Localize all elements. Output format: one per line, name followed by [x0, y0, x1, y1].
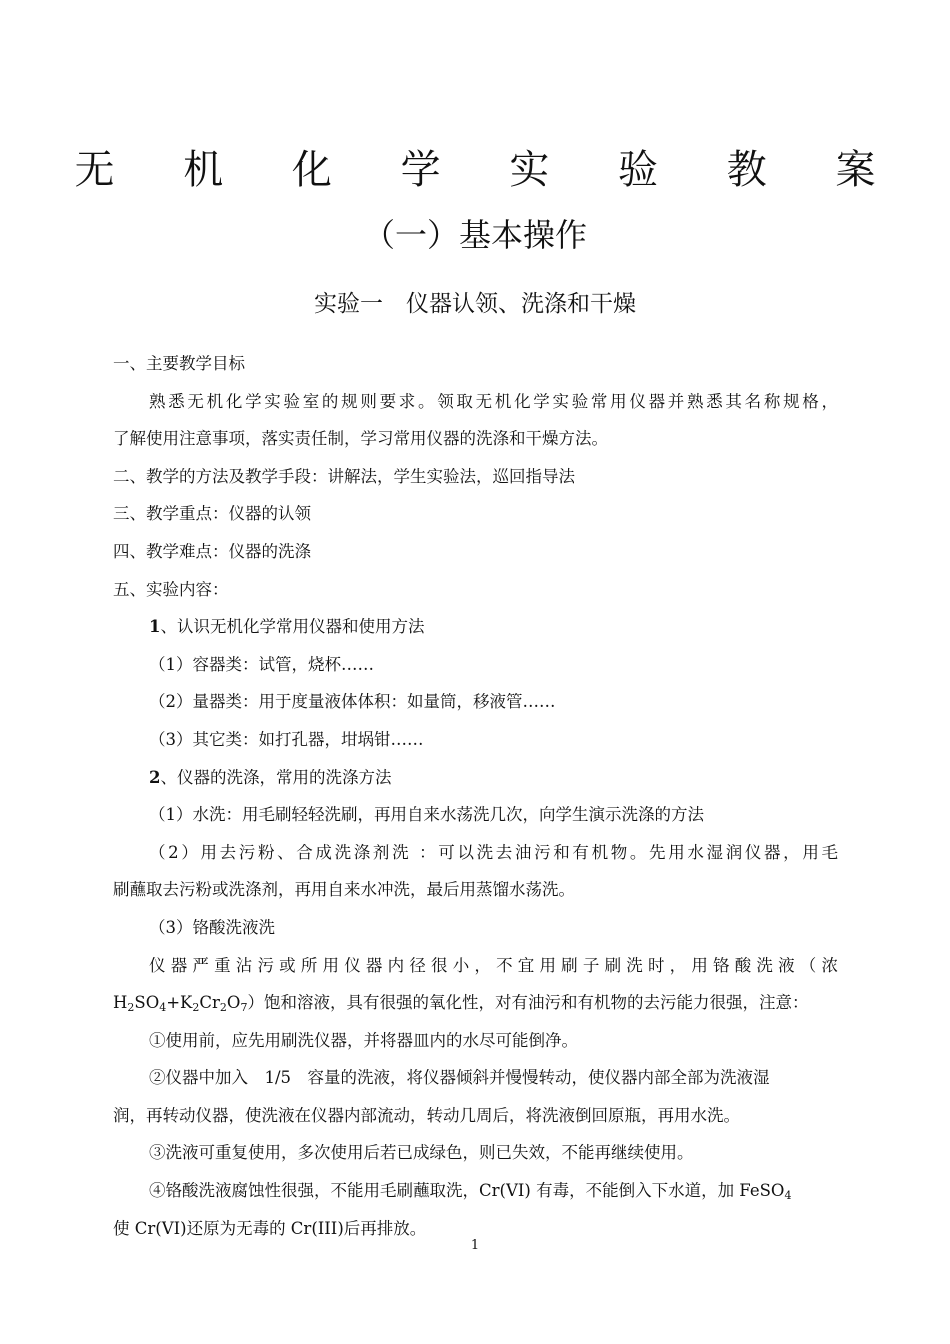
list-item: （3）铬酸洗液洗: [149, 917, 275, 937]
paragraph-line: 了解使用注意事项，落实责任制，学习常用仪器的洗涤和干燥方法。: [113, 429, 608, 449]
paragraph-text: ④铬酸洗液腐蚀性很强，不能用毛刷蘸取洗，Cr(VI) 有毒，不能倒入下水道，加 FeSO: [149, 1181, 785, 1201]
list-item: （3）其它类：如打孔器，坩埚钳……: [149, 729, 424, 749]
list-item: （2）量器类：用于度量液体体积：如量筒，移液管……: [149, 692, 556, 712]
document-body: [113, 345, 838, 1247]
heading-methods: 二、教学的方法及教学手段：讲解法，学生实验法，巡回指导法: [113, 466, 575, 486]
note-item: ②仪器中加入 1/5 容量的洗液，将仪器倾斜并慢慢转动，使仪器内部全部为洗液湿: [149, 1068, 770, 1088]
subscript: 2: [127, 1001, 135, 1015]
experiment-title: 实验一 仪器认领、洗涤和干燥: [314, 291, 636, 317]
subscript: 2: [192, 1001, 200, 1015]
subheading-2: [113, 759, 838, 797]
paragraph-line: 仪器严重沾污或所用仪器内径很小，不宜用刷子刷洗时，用铬酸洗液（浓: [149, 955, 838, 975]
note-item: ③洗液可重复使用，多次使用后若已成绿色，则已失效，不能再继续使用。: [149, 1143, 694, 1163]
heading-objectives: 一、主要教学目标: [113, 354, 245, 373]
section-subtitle: （一）基本操作: [362, 216, 587, 254]
document-title: 无 机 化 学 实 验 教 案: [74, 147, 904, 193]
subheading-1: [113, 608, 838, 646]
list-item: （2）用去污粉、合成洗涤剂洗 ：可以洗去油污和有机物。先用水湿润仪器，用毛: [149, 842, 838, 862]
subscript: 7: [240, 1001, 248, 1015]
list-item: （1）容器类：试管，烧杯……: [149, 654, 374, 674]
item-number: 2: [149, 767, 161, 787]
list-item: （1）水洗：用毛刷轻轻洗刷，再用自来水荡洗几次，向学生演示洗涤的方法: [149, 805, 704, 825]
heading-difficulty: 四、教学难点：仪器的洗涤: [113, 541, 311, 561]
heading-content: 五、实验内容：: [113, 579, 229, 599]
note-item: ①使用前，应先用刷洗仪器，并将器皿内的水尽可能倒净。: [149, 1030, 578, 1050]
formula-text: O: [226, 993, 241, 1013]
subscript: 4: [784, 1189, 792, 1203]
formula-line: [113, 984, 838, 1022]
item-number: 1: [149, 617, 161, 637]
paragraph-line: 润，再转动仪器，使洗液在仪器内部流动，转动几周后，将洗液倒回原瓶，再用水洗。: [113, 1105, 740, 1125]
formula-text: Cr: [199, 993, 220, 1013]
note-item: [113, 1172, 838, 1210]
paragraph-line: 使 Cr(VI)还原为无毒的 Cr(III)后再排放。: [113, 1218, 427, 1238]
paragraph-text: ）饱和溶液，具有很强的氧化性，对有油污和有机物的去污能力很强，注意：: [247, 993, 809, 1013]
subheading-text: 、认识无机化学常用仪器和使用方法: [160, 617, 425, 637]
subscript: 2: [219, 1001, 227, 1015]
subscript: 4: [159, 1001, 167, 1015]
page-number: 1: [470, 1238, 480, 1253]
heading-key-point: 三、教学重点：仪器的认领: [113, 504, 311, 524]
formula-text: SO: [134, 993, 160, 1013]
formula-text: H: [113, 993, 128, 1013]
subheading-text: 、仪器的洗涤，常用的洗涤方法: [160, 767, 392, 787]
paragraph-line: 熟悉无机化学实验室的规则要求。领取无机化学实验常用仪器并熟悉其名称规格，: [149, 391, 838, 411]
formula-text: +K: [166, 993, 193, 1013]
paragraph-line: 刷蘸取去污粉或洗涤剂，再用自来水冲洗，最后用蒸馏水荡洗。: [113, 880, 575, 900]
